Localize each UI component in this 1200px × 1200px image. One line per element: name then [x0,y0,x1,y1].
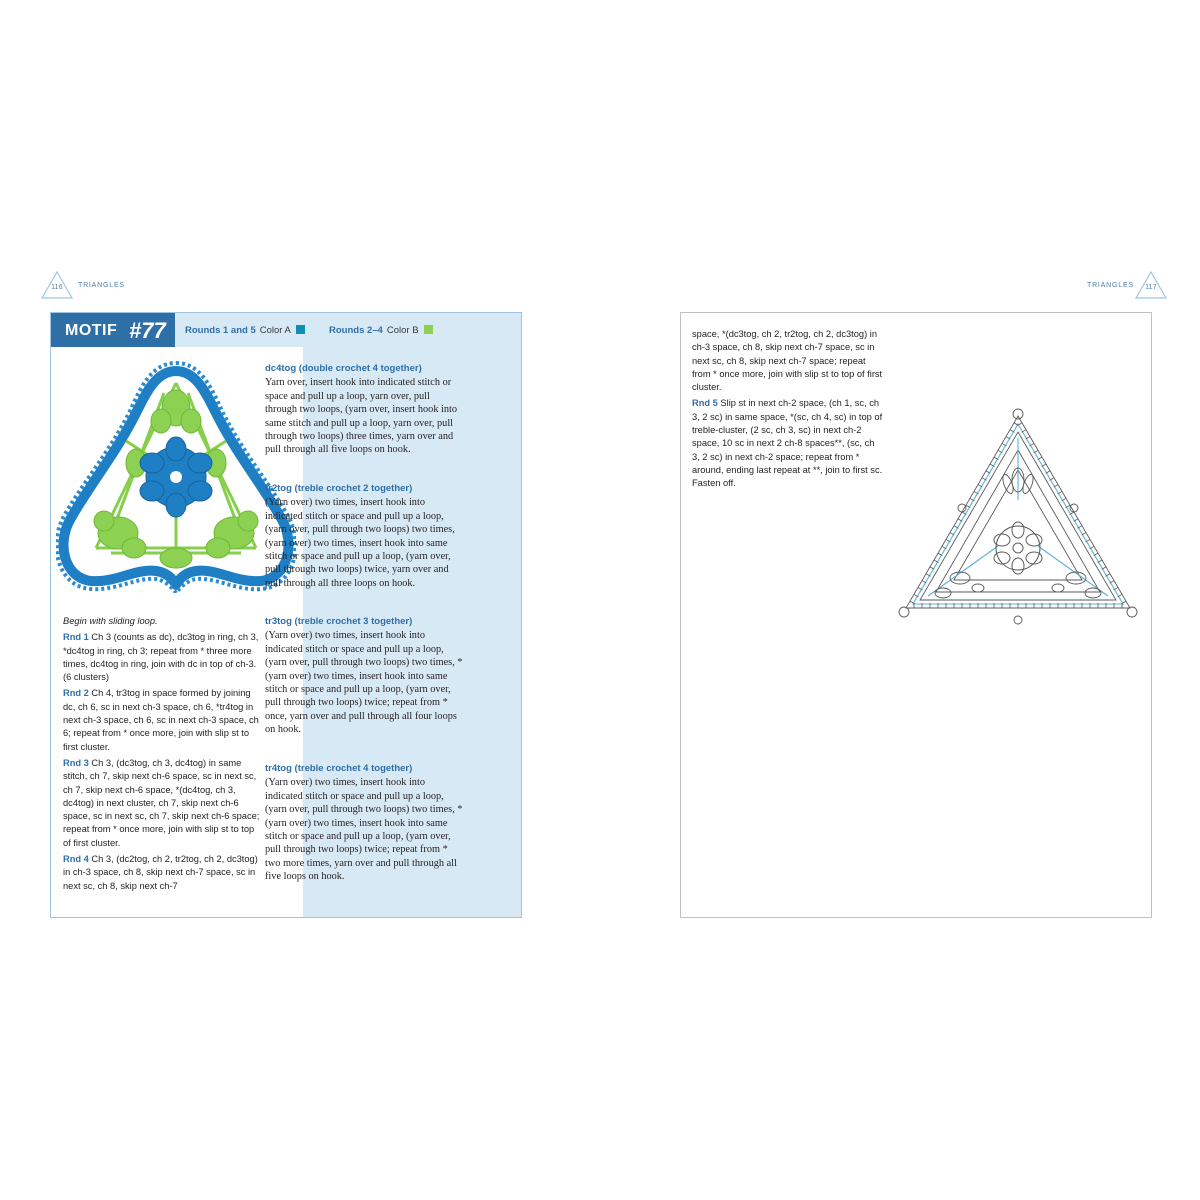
page-number: 117 [1145,284,1157,291]
pattern-instructions-continued [692,328,884,494]
abbreviation-text: (Yarn over) two times, insert hook into indicated stitch or space and pull up a loop, (yarn over, pull through two loops) two times, (yarn over) two times, insert hook into same stitch or space and pull up a loop, (yarn over, pull through two loops) twice, yarn over and pull through all three loops on hook. [265,497,455,589]
round-label: Rnd 3 [63,757,89,768]
round-text: Ch 3 (counts as dc), dc3tog in ring, ch 3, *dc4tog in ring, ch 3; repeat from * three more times, dc4tog in ring, join with dc in top of ch-3. (6 clusters) [63,632,259,683]
abbreviation-title: tr4tog (treble crochet 4 together) [265,763,413,774]
round-text: Slip st in next ch-2 space, (ch 1, sc, ch 3, 2 sc) in same space, *(sc, ch 4, sc) in top of treble-cluster, (2 sc, ch 3, sc) in next ch-2 space, 10 sc in next 2 ch-8 spaces**, (sc, ch 3, 2 sc) in next ch-2 space; repeat from * around, ending last repeat at **, join to first sc. Fasten off. [692,398,883,489]
motif-word: MOTIF [65,322,118,339]
pattern-instructions [63,615,263,896]
round-1 [63,631,263,684]
page-number-badge-right [1134,270,1168,300]
motif-number: #77 [129,318,166,343]
round-5 [692,397,884,490]
round-2 [63,687,263,753]
abbreviation-title: tr3tog (treble crochet 3 together) [265,616,413,627]
crochet-chart [898,408,1138,630]
color-key-rounds: Rounds 1 and 5 [185,325,256,336]
running-head-left: TRIANGLES [78,282,125,289]
motif-photo [56,353,296,593]
color-key-color: Color B [386,325,419,336]
round-label: Rnd 4 [63,854,89,865]
continued-text: space, *(dc3tog, ch 2, tr2tog, ch 2, dc3tog) in ch-3 space, ch 8, skip next ch-7 space, sc in next sc, ch 8, skip next ch-7 space; repeat from * once more, join with slip st to top of first cluster. [692,329,883,393]
abbreviation-title: tr2tog (treble crochet 2 together) [265,483,413,494]
abbreviation-tr2tog [265,482,463,590]
abbreviation-title: dc4tog (double crochet 4 together) [265,363,422,374]
round-label: Rnd 1 [63,632,89,643]
page-number: 116 [51,284,63,291]
color-swatch-a [296,325,305,334]
color-key-rounds: Rounds 2–4 [329,325,383,336]
abbreviation-text: (Yarn over) two times, insert hook into indicated stitch or space and pull up a loop, (yarn over, pull through two loops) two times, *(yarn over) two times, insert hook into same stitch or space and pull up a loop, (yarn over, pull through two loops) twice; repeat from * two more times, yarn over and pull through all five loops on hook. [265,777,463,883]
motif-title-bar [51,313,521,347]
lead-text: Begin with sliding loop. [63,616,158,626]
color-key-a [185,325,305,336]
abbreviation-tr3tog [265,615,463,737]
round-label: Rnd 2 [63,688,89,699]
round-4 [63,853,263,893]
color-swatch-b [424,325,433,334]
running-head-right: TRIANGLES [1087,282,1134,289]
abbreviation-text: (Yarn over) two times, insert hook into indicated stitch or space and pull up a loop, (yarn over, pull through two loops) two times, *(yarn over) two times, insert hook into same stitch or space and pull up a loop, (yarn over, pull through two loops) twice; repeat from * once, yarn over and pull through all four loops on hook. [265,630,463,736]
abbreviation-tr4tog [265,762,463,884]
color-key-b [329,325,433,336]
round-text: Ch 3, (dc3tog, ch 3, dc4tog) in same stitch, ch 7, skip next ch-6 space, sc in next sc, ch 7, skip next ch-6 space, *(dc4tog, ch 3, dc4tog) in next cluster, ch 7, skip next ch-6 space, sc in next sc, ch 7, skip next ch-6 space; repeat from * once more, join with slip st to top of first cluster. [63,757,260,848]
round-label: Rnd 5 [692,398,718,409]
round-text: Ch 4, tr3tog in space formed by joining dc, ch 6, sc in next ch-3 space, ch 6, *tr4tog in next ch-3 space, ch 6, sc in next ch-3 space, ch 6; repeat from * once more, join with slip st to first cluster. [63,688,259,752]
abbreviation-text: Yarn over, insert hook into indicated stitch or space and pull up a loop, yarn over, pull through two loops, (yarn over, insert hook into same stitch and pull up a loop, yarn over, pull through two loops) three times, yarn over and pull through all five loops on hook. [265,377,458,456]
round-3 [63,757,263,850]
motif-label [51,313,175,347]
round-text: Ch 3, (dc2tog, ch 2, tr2tog, ch 2, dc3tog) in ch-3 space, ch 8, skip next ch-7 space, sc in next sc, ch 8, skip next ch-7 [63,854,258,891]
abbreviation-dc4tog [265,362,463,457]
color-key-color: Color A [259,325,291,336]
page-number-badge-left [40,270,74,300]
